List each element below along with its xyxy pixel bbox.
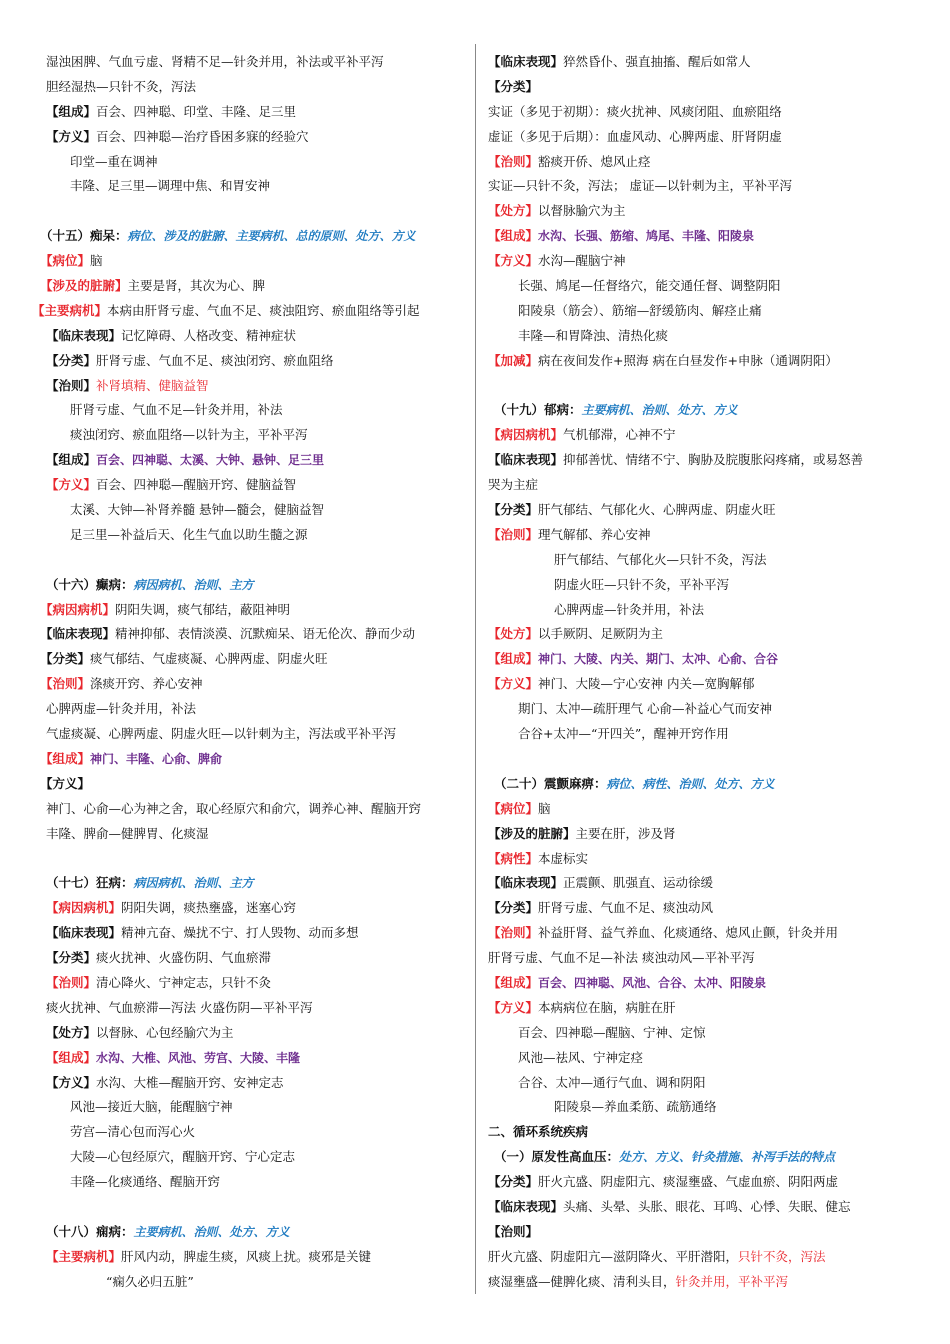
fangyi-label: 【方义】: [46, 128, 97, 144]
zhize-item: 痰湿壅盛—健脾化痰、清利头目，针灸并用，平补平泻: [488, 1273, 789, 1289]
fenlei-row: 【分类】肝气郁结、气郁化火、心脾两虚、阴虚火旺: [488, 502, 776, 518]
section-heading-hypertension: （一）原发性高血压：处方、方义、针灸措施、补泻手法的特点: [494, 1149, 836, 1165]
zangfu-row: 【涉及的脏腑】主要是肾，其次为心、脾: [40, 278, 266, 294]
bingwei-row: 【病位】脑: [40, 253, 103, 269]
zhize-item: 肝肾亏虚、气血不足—补法 痰浊动风—平补平泻: [488, 950, 755, 966]
section-subtitle: 病因病机、治则、主方: [133, 577, 254, 592]
fangyi-item: 期门、太冲—疏肝理气 心俞—补益心气而安神: [518, 701, 772, 717]
chapter-heading: 二、循环系统疾病: [488, 1124, 589, 1140]
linchuang-row: 【临床表现】抑郁善忧、情绪不宁、胸胁及脘腹胀闷疼痛，或易怒善: [488, 452, 864, 468]
fangyi-item: 百会、四神聪—醒脑、宁神、定惊: [518, 1024, 706, 1040]
zucheng-row: 【组成】百会、四神聪、风池、合谷、太冲、阳陵泉: [488, 974, 767, 990]
fangyi-row: 【方义】水沟、大椎—醒脑开窍、安神定志: [46, 1074, 284, 1090]
zucheng-row: 【组成】百会、四神聪、太溪、大钟、悬钟、足三里: [46, 452, 325, 468]
zucheng-row: [40, 100, 465, 125]
zhize-row: 【治则】补益肝肾、益气养血、化痰通络、熄风止颤，针灸并用: [488, 925, 839, 941]
fangyi-row: 【方义】: [40, 775, 91, 791]
fenlei-row: 【分类】: [488, 78, 539, 94]
fangyi-row: [40, 125, 465, 150]
fangyi-row: 【方义】本病病位在脑，病脏在肝: [488, 999, 676, 1015]
fenlei-row: 【分类】痰火扰神、火盛伤阴、气血瘀滞: [46, 950, 272, 966]
bingji-row: 【主要病机】本病由肝肾亏虚、气血不足、痰浊阻窍、瘀血阻络等引起: [32, 302, 420, 318]
fangyi-text: 百会、四神聪—治疗昏困多寐的经验穴: [96, 128, 309, 144]
zhize-row: 【治则】豁痰开侨、熄风止痉: [488, 153, 651, 169]
section-subtitle: 主要病机、治则、处方、方义: [581, 403, 738, 418]
zhize-item: 阴虚火旺—只针不灸，平补平泻: [554, 576, 730, 592]
chufang-row: 【处方】以手厥阴、足厥阴为主: [488, 626, 664, 642]
section-subtitle: 主要病机、治则、处方、方义: [133, 1224, 290, 1239]
fenlei-item: 实证（多见于初期）：痰火扰神、风痰闭阻、血瘀阻络: [488, 103, 782, 119]
section-subtitle: 病位、涉及的脏腑、主要病机、总的原则、处方、方义: [127, 229, 416, 244]
fangyi-item: 风池—接近大脑，能醒脑宁神: [70, 1099, 233, 1115]
fangyi-item: 神门、心俞—心为神之舍，取心经原穴和俞穴，调养心神、醒脑开窍: [46, 800, 422, 816]
bingji-row: 【主要病机】肝风内动，脾虚生痰，风痰上扰。痰邪是关键: [46, 1248, 372, 1264]
fenlei-row: 【分类】痰气郁结、气虚痰凝、心脾两虚、阴虚火旺: [40, 651, 328, 667]
linchuang-row: 【临床表现】头痛、头晕、头胀、眼花、耳鸣、心悸、失眠、健忘: [488, 1198, 851, 1214]
bingyin-row: 【病因病机】阴阳失调，痰热壅盛，迷塞心窍: [46, 900, 297, 916]
section-heading-18: （十八）痫病：主要病机、治则、处方、方义: [46, 1223, 290, 1239]
fenlei-item: 虚证（多见于后期）：血虚风动、心脾两虚、肝肾阴虚: [488, 128, 782, 144]
fangyi-row: 【方义】神门、大陵—宁心安神 内关—宽胸解郁: [488, 676, 755, 692]
section-heading-15: （十五）痴呆：病位、涉及的脏腑、主要病机、总的原则、处方、方义: [40, 228, 416, 244]
fangyi-item: 丰隆—化痰通络、醒脑开窍: [70, 1174, 221, 1190]
zhize-item: 心脾两虚—针灸并用，补法: [46, 701, 197, 717]
zucheng-row: 【组成】水沟、长强、筋缩、鸠尾、丰隆、阳陵泉: [488, 228, 755, 244]
jiajian-row: 【加减】病在夜间发作+照海 病在白昼发作+申脉（通调阴阳）: [488, 352, 838, 368]
linchuang-row: 【临床表现】正震颤、肌强直、运动徐缓: [488, 875, 714, 891]
bingyin-row: 【病因病机】气机郁滞，心神不宁: [488, 427, 676, 443]
fangyi-item: 足三里—补益后天、化生气血以助生髓之源: [70, 526, 308, 542]
section-heading-20: （二十）震颤麻痹：病位、病性、治则、处方、方义: [494, 775, 775, 791]
zhize-item: 痰火扰神、气血瘀滞—泻法 火盛伤阴—平补平泻: [46, 999, 313, 1015]
section-heading-16: （十六）癫病：病因病机、治则、主方: [46, 576, 254, 592]
zangfu-row: 【涉及的脏腑】主要在肝，涉及肾: [488, 825, 676, 841]
chufang-row: 【处方】以督脉、心包经腧穴为主: [46, 1024, 234, 1040]
fangyi-item: 丰隆、足三里—调理中焦、和胃安神: [70, 178, 271, 194]
linchuang-continuation: 哭为主症: [488, 477, 539, 493]
left-column: [32, 50, 465, 1295]
fangyi-row: 【方义】水沟—醒脑宁神: [488, 253, 626, 269]
fangyi-item: 阳陵泉—养血柔筋、疏筋通络: [554, 1099, 717, 1115]
zucheng-row: 【组成】神门、丰隆、心俞、脾俞: [40, 750, 223, 766]
section-subtitle: 处方、方义、针灸措施、补泻手法的特点: [619, 1150, 836, 1165]
fenlei-row: 【分类】肝肾亏虚、气血不足、痰浊动风: [488, 900, 714, 916]
fangyi-item: 阳陵泉（筋会）、筋缩—舒缓筋肉、解痉止痛: [518, 302, 762, 318]
zhize-row: 【治则】补肾填精、健脑益智: [46, 377, 209, 393]
zhize-row: 【治则】理气解郁、养心安神: [488, 526, 651, 542]
bingwei-row: 【病位】脑: [488, 800, 551, 816]
section-heading-19: （十九）郁病：主要病机、治则、处方、方义: [494, 402, 738, 418]
section-subtitle: 病因病机、治则、主方: [133, 876, 254, 891]
zhize-item: 痰浊闭窍、瘀血阻络—以针为主，平补平泻: [70, 427, 308, 443]
fenlei-row: 【分类】肝肾亏虚、气血不足、痰浊闭窍、瘀血阻络: [46, 352, 334, 368]
bingxing-row: 【病性】本虚标实: [488, 850, 589, 866]
section-heading-17: （十七）狂病：病因病机、治则、主方: [46, 875, 254, 891]
fangyi-item: 大陵—心包经原穴，醒脑开窍、宁心定志: [70, 1149, 296, 1165]
fangyi-item: 合谷、太冲—通行气血、调和阴阳: [518, 1074, 706, 1090]
section-subtitle: 病位、病性、治则、处方、方义: [606, 776, 775, 791]
fenlei-row: 【分类】肝火亢盛、阴虚阳亢、痰湿壅盛、气虚血瘀、阴阳两虚: [488, 1174, 839, 1190]
quote-line: “痫久必归五脏”: [106, 1273, 194, 1289]
zhize-item: 肝气郁结、气郁化火—只针不灸，泻法: [554, 551, 767, 567]
bingyin-row: 【病因病机】阴阳失调，痰气郁结，蔽阻神明: [40, 601, 291, 617]
zhize-item: 肝火亢盛、阴虚阳亢—滋阴降火、平肝潜阳，只针不灸，泻法: [488, 1248, 826, 1264]
zhize-item: 心脾两虚—针灸并用，补法: [554, 601, 705, 617]
fangyi-item: 风池—祛风、宁神定痉: [518, 1049, 644, 1065]
zhize-row: 【治则】清心降火、宁神定志，只针不灸: [46, 974, 272, 990]
zucheng-row: 【组成】水沟、大椎、风池、劳宫、大陵、丰隆: [46, 1049, 301, 1065]
fangyi-item: 丰隆—和胃降浊、清热化痰: [518, 327, 669, 343]
intro-line: 胆经湿热—只针不灸，泻法: [46, 78, 197, 94]
fangyi-row: 【方义】百会、四神聪—醒脑开窍、健脑益智: [46, 477, 297, 493]
fangyi-item: 印堂—重在调神: [70, 153, 158, 169]
zucheng-row: 【组成】神门、大陵、内关、期门、太冲、心俞、合谷: [488, 651, 779, 667]
zhize-item: 实证—只针不灸，泻法； 虚证—以针刺为主，平补平泻: [488, 178, 792, 194]
fangyi-item: 劳宫—清心包而泻心火: [70, 1124, 196, 1140]
zhize-item: 气虚痰凝、心脾两虚、阴虚火旺—以针刺为主，泻法或平补平泻: [46, 726, 397, 742]
right-column: [488, 50, 913, 1295]
fangyi-item: 丰隆、脾俞—健脾胃、化痰湿: [46, 825, 209, 841]
fangyi-item: 太溪、大钟—补肾养髓 悬钟—髓会，健脑益智: [70, 502, 324, 518]
linchuang-row: 【临床表现】精神抑郁、表情淡漠、沉默痴呆、语无伦次、静而少动: [40, 626, 416, 642]
intro-line: 湿浊困脾、气血亏虚、肾精不足—针灸并用，补法或平补平泻: [46, 54, 384, 69]
fangyi-item: 合谷+太冲—“开四关”，醒神开窍作用: [518, 726, 729, 742]
fangyi-item: 长强、鸠尾—任督络穴，能交通任督、调整阴阳: [518, 278, 781, 294]
zucheng-label: 【组成】: [46, 103, 97, 119]
linchuang-row: 【临床表现】精神亢奋、燥扰不宁、打人毁物、动而多想: [46, 925, 359, 941]
column-divider: [475, 44, 476, 1294]
linchuang-row: 【临床表现】猝然昏仆、强直抽搐、醒后如常人: [488, 54, 751, 69]
chufang-row: 【处方】以督脉腧穴为主: [488, 203, 626, 219]
zucheng-text: 百会、四神聪、印堂、丰隆、足三里: [96, 103, 297, 119]
zhize-item: 肝肾亏虚、气血不足—针灸并用，补法: [70, 402, 283, 418]
zhize-row: 【治则】涤痰开窍、养心安神: [40, 676, 203, 692]
zhize-row: 【治则】: [488, 1223, 539, 1239]
linchuang-row: 【临床表现】记忆障碍、人格改变、精神症状: [46, 327, 297, 343]
